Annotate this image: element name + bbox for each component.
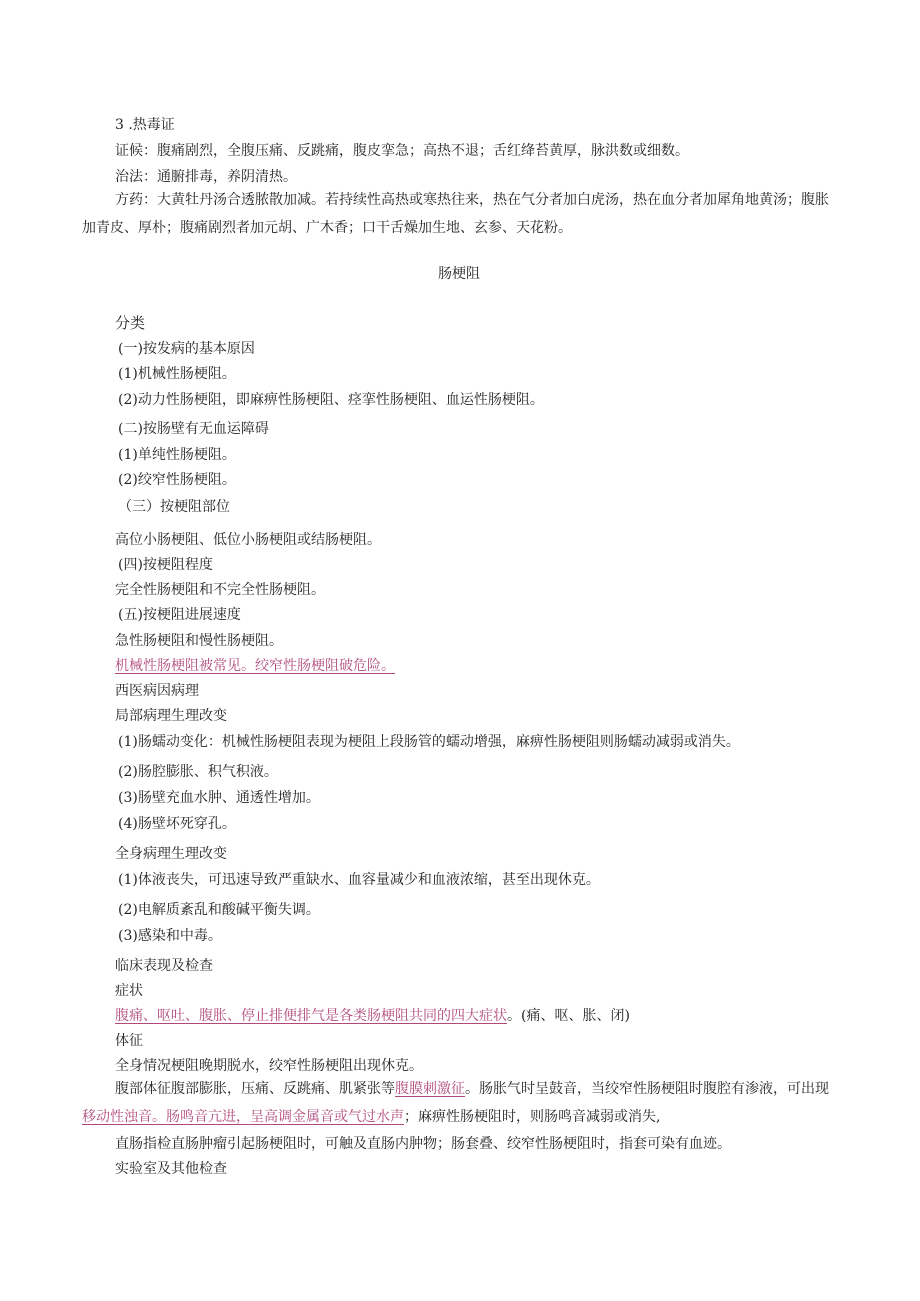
local-item: (3)肠壁充血水肿、通透性增加。 (118, 790, 320, 806)
group2-heading: (二)按肠壁有无血运障碍 (118, 421, 269, 437)
clinical-heading: 临床表现及检查 (115, 958, 213, 974)
systemic-item: (2)电解质紊乱和酸碱平衡失调。 (118, 902, 320, 918)
signs-general: 全身情况梗阻晚期脱水，绞窄性肠梗阻出现休克。 (115, 1058, 423, 1074)
symptoms-tail: 。(痛、呕、胀、闭) (507, 1008, 630, 1024)
group1-item: (2)动力性肠梗阻，即麻痹性肠梗阻、痉挛性肠梗阻、血运性肠梗阻。 (118, 392, 544, 408)
group5-heading: (五)按梗阻进展速度 (118, 607, 241, 623)
systemic-heading: 全身病理生理改变 (115, 846, 227, 862)
local-item: (1)肠蠕动变化：机械性肠梗阻表现为梗阻上段肠管的蠕动增强，麻痹性肠梗阻则肠蠕动减弱或消失。 (118, 734, 740, 750)
rectal-exam: 直肠指检直肠肿瘤引起肠梗阻时，可触及直肠内肿物；肠套叠、绞窄性肠梗阻时，指套可染有血迹。 (115, 1136, 731, 1152)
signs-heading: 体征 (115, 1033, 143, 1049)
formula-paragraph (82, 186, 834, 242)
local-item: (4)肠壁坏死穿孔。 (118, 816, 236, 832)
formula-text: 大黄牡丹汤合透脓散加减。若持续性高热或寒热往来，热在气分者加白虎汤，热在血分者加犀角地黄汤；腹胀加青皮、厚朴；腹痛剧烈者加元胡、广木香；口干舌燥加生地、玄参、天花粉。 (82, 192, 829, 236)
abdomen-text: ；麻痹性肠梗阻时，则肠鸣音减弱或消失, (404, 1109, 661, 1125)
pathology-heading: 西医病因病理 (115, 683, 199, 699)
symptoms-highlight: 腹痛、呕吐、腹胀、停止排便排气是各类肠梗阻共同的四大症状 (115, 1008, 507, 1024)
group2-item: (1)单纯性肠梗阻。 (118, 447, 236, 463)
symptom-line (115, 141, 689, 161)
abdomen-text: 腹部体征腹部膨胀，压痛、反跳痛、肌紧张等 (115, 1081, 395, 1097)
group3-text: 高位小肠梗阻、低位小肠梗阻或结肠梗阻。 (115, 532, 381, 548)
section-heading: 3 .热毒证 (115, 117, 175, 133)
systemic-item: (3)感染和中毒。 (118, 928, 222, 944)
page-title: 肠梗阻 (438, 266, 480, 282)
systemic-item: (1)体液丧失，可迅速导致严重缺水、血容量减少和血液浓缩，甚至出现休克。 (118, 872, 600, 888)
symptoms-heading: 症状 (115, 983, 143, 999)
local-item: (2)肠腔膨胀、积气积液。 (118, 764, 278, 780)
group1-heading: (一)按发病的基本原因 (118, 341, 255, 357)
symptom-label: 证候： (115, 143, 157, 159)
group4-text: 完全性肠梗阻和不完全性肠梗阻。 (115, 582, 325, 598)
symptom-text: 腹痛剧烈，全腹压痛、反跳痛，腹皮挛急；高热不退；舌红绛苔黄厚，脉洪数或细数。 (157, 143, 689, 159)
treatment-text: 通腑排毒，养阴清热。 (157, 169, 297, 185)
formula-label: 方药： (115, 192, 157, 208)
symptoms-line (115, 1006, 630, 1026)
peritoneal-sign-highlight: 腹膜刺激征 (395, 1081, 465, 1097)
group4-heading: (四)按梗阻程度 (118, 557, 213, 573)
group5-text: 急性肠梗阻和慢性肠梗阻。 (115, 633, 283, 649)
group3-heading: （三）按梗阻部位 (118, 499, 230, 515)
local-heading: 局部病理生理改变 (115, 708, 227, 724)
classification-heading: 分类 (115, 314, 146, 332)
group1-item: (1)机械性肠梗阻。 (118, 366, 236, 382)
group2-item: (2)绞窄性肠梗阻。 (118, 472, 236, 488)
classification-highlight: 机械性肠梗阻被常见。绞窄性肠梗阻破危险。 (115, 658, 395, 674)
abdomen-text: 。肠胀气时呈鼓音，当绞窄性肠梗阻时腹腔有渗液，可出现 (465, 1081, 829, 1097)
treatment-line (115, 167, 297, 187)
bowel-sound-highlight: 移动性浊音。肠鸣音亢进，呈高调金属音或气过水声 (82, 1109, 404, 1125)
abdomen-paragraph (82, 1075, 834, 1131)
treatment-label: 治法： (115, 169, 157, 185)
lab-heading: 实验室及其他检查 (115, 1161, 227, 1177)
